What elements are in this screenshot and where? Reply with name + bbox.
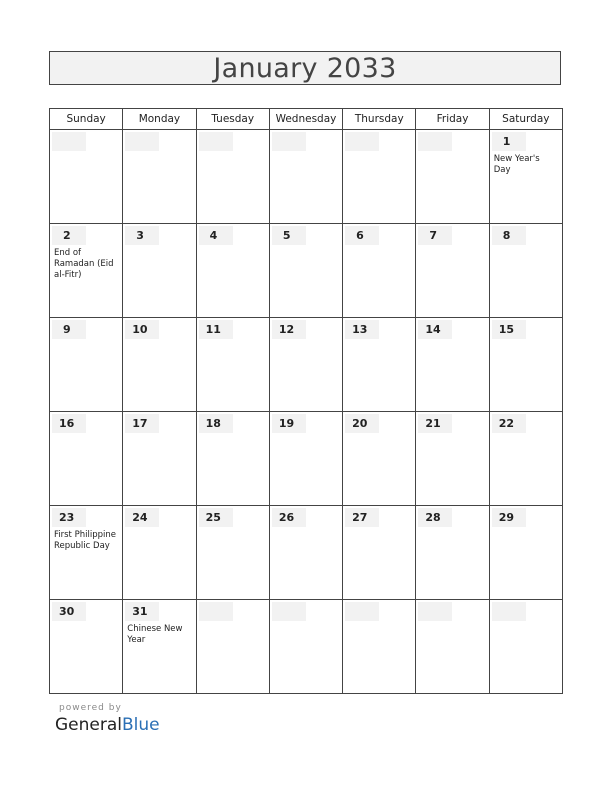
- day-number: [272, 132, 306, 151]
- day-number: [199, 602, 233, 621]
- day-number: 1: [492, 132, 526, 151]
- weekday-header: Sunday: [50, 109, 123, 130]
- calendar-day-cell[interactable]: [269, 412, 342, 506]
- calendar-day-cell[interactable]: [123, 600, 196, 694]
- calendar-day-cell[interactable]: [416, 318, 489, 412]
- calendar-day-cell[interactable]: [196, 506, 269, 600]
- calendar-day-cell[interactable]: [50, 600, 123, 694]
- day-number: 3: [125, 226, 159, 245]
- day-number: 18: [199, 414, 233, 433]
- calendar-day-cell[interactable]: [343, 600, 416, 694]
- day-number: 31: [125, 602, 159, 621]
- calendar-day-cell[interactable]: [489, 600, 562, 694]
- weekday-header: Friday: [416, 109, 489, 130]
- calendar-day-cell[interactable]: [343, 130, 416, 224]
- weekday-header: Saturday: [489, 109, 562, 130]
- day-number: 8: [492, 226, 526, 245]
- calendar-day-cell[interactable]: [416, 600, 489, 694]
- weekday-header: Monday: [123, 109, 196, 130]
- generalblue-logo[interactable]: [55, 715, 160, 735]
- day-number: 4: [199, 226, 233, 245]
- day-number: [125, 132, 159, 151]
- calendar-day-cell[interactable]: [269, 130, 342, 224]
- calendar-day-cell[interactable]: [343, 224, 416, 318]
- day-number: [418, 602, 452, 621]
- holiday-label: New Year's Day: [493, 154, 540, 175]
- day-number: [272, 602, 306, 621]
- calendar-day-cell[interactable]: [196, 130, 269, 224]
- powered-by-text: powered by: [59, 703, 122, 713]
- calendar-day-cell[interactable]: [50, 506, 123, 600]
- calendar-day-cell[interactable]: [489, 224, 562, 318]
- day-number: 27: [345, 508, 379, 527]
- weekday-header: Wednesday: [269, 109, 342, 130]
- day-number: [418, 132, 452, 151]
- calendar-title: January 2033: [213, 52, 397, 84]
- calendar-day-cell[interactable]: [343, 412, 416, 506]
- day-number: [345, 132, 379, 151]
- calendar-week-row: [50, 224, 563, 318]
- day-number: 16: [52, 414, 86, 433]
- calendar-day-cell[interactable]: [123, 130, 196, 224]
- day-number: 30: [52, 602, 86, 621]
- calendar-day-cell[interactable]: [123, 412, 196, 506]
- day-number: 26: [272, 508, 306, 527]
- calendar-day-cell[interactable]: [50, 224, 123, 318]
- day-number: 28: [418, 508, 452, 527]
- weekday-header: Tuesday: [196, 109, 269, 130]
- day-number: 15: [492, 320, 526, 339]
- day-number: 6: [345, 226, 379, 245]
- day-number: 20: [345, 414, 379, 433]
- calendar-day-cell[interactable]: [123, 224, 196, 318]
- day-number: 24: [125, 508, 159, 527]
- holiday-label: First Philippine Republic Day: [54, 530, 116, 551]
- day-number: 11: [199, 320, 233, 339]
- day-number: 17: [125, 414, 159, 433]
- weekday-header-row: [50, 109, 563, 130]
- day-number: 12: [272, 320, 306, 339]
- day-number: 29: [492, 508, 526, 527]
- calendar-title-box: [49, 51, 561, 85]
- calendar-day-cell[interactable]: [196, 318, 269, 412]
- day-number: 23: [52, 508, 86, 527]
- day-number: [52, 132, 86, 151]
- calendar-week-row: [50, 412, 563, 506]
- calendar-day-cell[interactable]: [50, 412, 123, 506]
- calendar-day-cell[interactable]: [343, 318, 416, 412]
- calendar-day-cell[interactable]: [416, 224, 489, 318]
- calendar-day-cell[interactable]: [489, 412, 562, 506]
- day-number: 5: [272, 226, 306, 245]
- calendar-day-cell[interactable]: [416, 506, 489, 600]
- calendar-week-row: [50, 130, 563, 224]
- day-number: [199, 132, 233, 151]
- calendar-week-row: [50, 318, 563, 412]
- calendar-day-cell[interactable]: [489, 130, 562, 224]
- day-number: 7: [418, 226, 452, 245]
- day-number: 21: [418, 414, 452, 433]
- holiday-label: End of Ramadan (Eid al-Fitr): [54, 248, 114, 280]
- calendar-day-cell[interactable]: [123, 506, 196, 600]
- calendar-week-row: [50, 600, 563, 694]
- calendar-day-cell[interactable]: [489, 506, 562, 600]
- calendar-week-row: [50, 506, 563, 600]
- calendar-day-cell[interactable]: [416, 130, 489, 224]
- holiday-label: Chinese New Year: [127, 624, 183, 645]
- calendar-day-cell[interactable]: [269, 224, 342, 318]
- day-number: 10: [125, 320, 159, 339]
- day-number: 25: [199, 508, 233, 527]
- calendar-day-cell[interactable]: [196, 224, 269, 318]
- calendar-day-cell[interactable]: [489, 318, 562, 412]
- day-number: 19: [272, 414, 306, 433]
- day-number: [492, 602, 526, 621]
- calendar-day-cell[interactable]: [196, 412, 269, 506]
- calendar-day-cell[interactable]: [269, 506, 342, 600]
- day-number: 2: [52, 226, 86, 245]
- calendar-day-cell[interactable]: [416, 412, 489, 506]
- calendar-day-cell[interactable]: [50, 130, 123, 224]
- calendar-grid: [49, 108, 563, 694]
- day-number: [345, 602, 379, 621]
- calendar-day-cell[interactable]: [269, 600, 342, 694]
- calendar-day-cell[interactable]: [269, 318, 342, 412]
- weekday-header: Thursday: [343, 109, 416, 130]
- logo-general: General: [55, 715, 122, 735]
- calendar-day-cell[interactable]: [343, 506, 416, 600]
- logo-blue: Blue: [122, 715, 160, 735]
- calendar-day-cell[interactable]: [50, 318, 123, 412]
- day-number: 14: [418, 320, 452, 339]
- calendar-day-cell[interactable]: [123, 318, 196, 412]
- day-number: 22: [492, 414, 526, 433]
- calendar-day-cell[interactable]: [196, 600, 269, 694]
- day-number: 13: [345, 320, 379, 339]
- day-number: 9: [52, 320, 86, 339]
